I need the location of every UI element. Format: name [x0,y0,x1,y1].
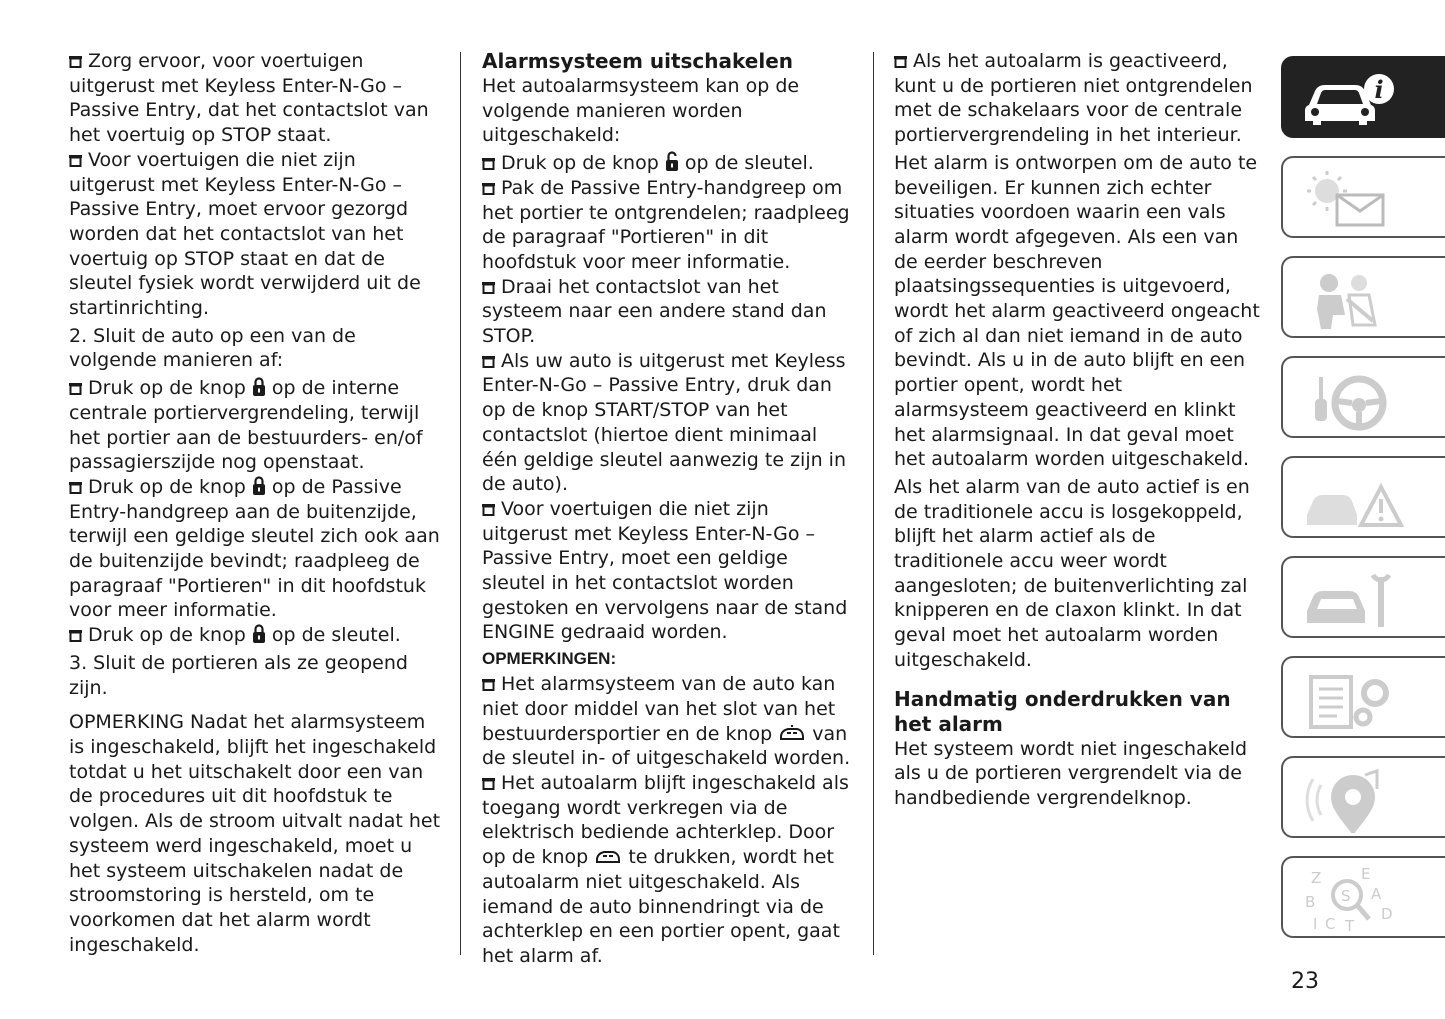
paragraph-battery: Als het alarm van de auto actief is en de traditionele accu is losgekoppeld, blijft het alarm actief als de traditionele accu weer wordt aangesloten; de buitenverlichting zal knipperen en de claxon klinkt. In dat geval moet het autoalarm worden uitgeschakeld. [894,475,1250,671]
square-bullet-icon [482,778,495,790]
column-divider [873,52,874,955]
index-letter: Z [1311,869,1322,887]
technical-data-icon [1297,665,1407,733]
bullet-no-keyless: Voor voertuigen die niet zijn uitgerust met Keyless Enter-N-Go – Passive Entry, moet ervoor gezorgd worden dat het contactslot van het voertuig op STOP staat en dat de sleutel fysiek wordt verwijderd uit de startinrichting. [69,148,421,320]
index-letter: B [1305,893,1316,911]
square-bullet-icon [482,356,495,368]
lock-icon [252,623,266,644]
multimedia-icon [1297,765,1407,833]
bullet-interior-switches: Als het autoalarm is geactiveerd, kunt u de portieren niet ontgrendelen met de schakelaars voor de centrale portiervergrendeling in het interieur. [894,50,1253,147]
bullet-handle-lock: Druk op de knop op de Passive Entry-handgreep aan de buitenzijde, terwijl een geldige sleutel zich ook aan de buitenzijde bevindt; raadpleeg de paragraaf "Portieren" in dit hoofdstuk voor meer informatie. [69,475,440,622]
bullet-key-lock: Druk op de knop op de sleutel. [69,623,444,648]
intro-paragraph: Het autoalarmsysteem kan op de volgende manieren worden uitgeschakeld: [482,75,800,147]
tab-emergency[interactable] [1281,456,1445,538]
column-divider [460,52,461,955]
car-info-icon [1297,65,1407,133]
column-3 [894,49,1262,811]
lock-icon [252,475,266,496]
bullet-key-unlock: Druk op de knop op de sleutel. [482,151,854,176]
column-1 [69,49,444,957]
airbag-seat-icon [1297,265,1407,333]
tailgate-icon [594,848,622,866]
tab-index[interactable] [1281,856,1445,938]
heading-manual-override: Handmatig onderdrukken van het alarm [894,686,1231,736]
square-bullet-icon [482,158,495,170]
bullet-start-stop: Als uw auto is uitgerust met Keyless Enter-N-Go – Passive Entry, druk dan op de knop START/STOP van het contactslot (hiertoe dient minimaal één geldige sleutel aanwezig te zijn in de auto). [482,349,847,496]
square-bullet-icon [482,504,495,516]
column-2 [482,49,854,969]
lock-icon [252,376,266,397]
step-3: 3. Sluit de portieren als ze geopend zijn. [69,651,408,699]
tab-servicing[interactable] [1281,556,1445,638]
square-bullet-icon [69,383,82,395]
paragraph-manual-lock: Het systeem wordt niet ingeschakeld als u de portieren vergrendelt via de handbediende vergrendelknop. [894,737,1248,809]
square-bullet-icon [69,155,82,167]
square-bullet-icon [69,56,82,68]
index-letter: C [1325,915,1336,933]
breakdown-warning-icon [1297,465,1407,533]
square-bullet-icon [69,630,82,642]
index-letter: A [1371,885,1382,903]
svg-text:i: i [1374,75,1384,104]
notes-heading: OPMERKINGEN: [482,649,617,669]
page-number: 23 [1291,969,1319,994]
unlock-icon [665,151,679,172]
tailgate-icon [778,725,806,743]
note-tailgate: Het autoalarm blijft ingeschakeld als toegang wordt verkregen via de elektrisch bediende achterklep. Door op de knop te drukken, wordt het autoalarm niet uitgeschakeld. Als iemand de auto binnendringt via de achterklep en een portier opent, gaat het alarm af. [482,771,849,967]
index-letter: D [1381,905,1393,923]
note-driver-door: Het alarmsysteem van de auto kan niet door middel van het slot van het bestuurdersportier en de knop van de sleutel in- of uitgeschakeld worden. [482,673,851,770]
heading-disarm: Alarmsysteem uitschakelen [482,49,794,73]
index-letter: T [1345,917,1355,933]
square-bullet-icon [482,282,495,294]
tab-vehicle-info[interactable] [1281,56,1445,138]
tab-dashboard-lights[interactable] [1281,156,1445,238]
index-letter: S [1341,887,1351,905]
square-bullet-icon [482,679,495,691]
bullet-keyless: Zorg ervoor, voor voertuigen uitgerust met Keyless Enter-N-Go – Passive Entry, dat het contactslot van het voertuig op STOP staat. [69,50,429,147]
tab-technical-data[interactable] [1281,656,1445,738]
tab-starting-driving[interactable] [1281,356,1445,438]
bullet-ignition: Draai het contactslot van het systeem naar een andere stand dan STOP. [482,275,827,348]
tab-safety[interactable] [1281,256,1445,338]
key-steering-wheel-icon [1297,365,1407,433]
alphabetical-index-icon [1297,865,1407,933]
tab-multimedia[interactable] [1281,756,1445,838]
car-wrench-icon [1297,565,1407,633]
note-paragraph: OPMERKING Nadat het alarmsysteem is ingeschakeld, blijft het ingeschakeld totdat u het uitschakelt door een van de procedures uit dit hoofdstuk te volgen. Als de stroom uitvalt nadat het systeem werd ingeschakeld, moet u het systeem uitschakelen nadat de stroomstoring is hersteld, om te voorkomen dat het alarm wordt ingeschakeld. [69,711,441,956]
warning-lights-icon [1297,165,1407,233]
square-bullet-icon [482,183,495,195]
bullet-interior-lock: Druk op de knop op de interne centrale portiervergrendeling, terwijl het portier aan de bestuurders- en/of passagierszijde nog openstaat. [69,377,423,474]
bullet-handle: Pak de Passive Entry-handgreep om het portier te ontgrendelen; raadpleeg de paragraaf "Portieren" in dit hoofdstuk voor meer informatie. [482,176,850,273]
index-letter: E [1361,865,1371,883]
square-bullet-icon [894,56,907,68]
square-bullet-icon [69,482,82,494]
step-2: 2. Sluit de auto op een van de volgende manieren af: [69,324,356,372]
paragraph-false-alarm: Het alarm is ontworpen om de auto te beveiligen. Er kunnen zich echter situaties voordoen waarin een vals alarm wordt afgegeven. Als een van de eerder beschreven plaatsingssequenties is uitgevoerd, wordt het alarm geactiveerd ongeacht of zich al dan niet iemand in de auto bevindt. Als u in de auto blijft en een portier opent, wordt het alarmsysteem geactiveerd en klinkt het alarmsignaal. In dat geval moet het autoalarm worden uitgeschakeld. [894,151,1260,471]
index-letter: I [1313,915,1318,933]
bullet-engine: Voor voertuigen die niet zijn uitgerust met Keyless Enter-N-Go – Passive Entry, moet een geldige sleutel in het contactslot worden gestoken en vervolgens naar de stand ENGINE gedraaid worden. [482,497,848,644]
